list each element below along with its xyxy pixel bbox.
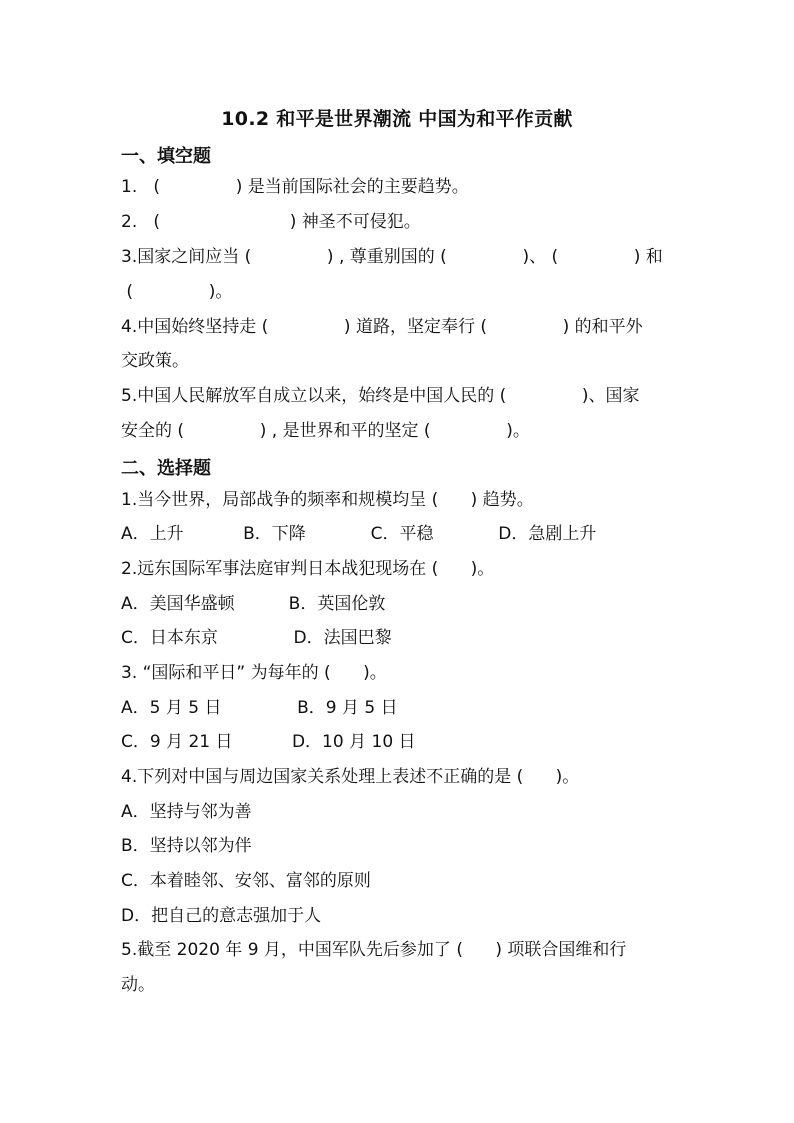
fill-in-q2: 2. ( ) 神圣不可侵犯。 (121, 212, 421, 232)
fill-in-q4: 4.中国始终坚持走 ( ) 道路，坚定奉行 ( ) 的和平外 (121, 317, 643, 337)
choice-q4-option-b: B．坚持以邻为伴 (121, 836, 252, 856)
fill-in-q4-cont: 交政策。 (121, 351, 189, 371)
choice-q4-option-d: D．把自己的意志强加于人 (121, 906, 322, 926)
choice-q3-options-cd: C．9 月 21 日 D．10 月 10 日 (121, 732, 416, 752)
fill-in-q1: 1. ( ) 是当前国际社会的主要趋势。 (121, 177, 469, 197)
choice-q1: 1.当今世界，局部战争的频率和规模均呈 ( ) 趋势。 (121, 490, 534, 510)
fill-in-q3: 3.国家之间应当 ( ) , 尊重别国的 ( )、 ( ) 和 (121, 247, 663, 267)
choice-q2-options-cd: C．日本东京 D．法国巴黎 (121, 628, 392, 648)
fill-in-q3-cont: ( )。 (121, 282, 233, 302)
section-heading-choice: 二、选择题 (121, 458, 211, 479)
choice-q4: 4.下列对中国与周边国家关系处理上表述不正确的是 ( )。 (121, 767, 580, 787)
choice-q5-cont: 动。 (121, 975, 155, 995)
choice-q4-option-c: C．本着睦邻、安邻、富邻的原则 (121, 871, 371, 891)
fill-in-q5-cont: 安全的 ( ) , 是世界和平的坚定 ( )。 (121, 421, 530, 441)
choice-q3-options-ab: A．5 月 5 日 B．9 月 5 日 (121, 698, 398, 718)
fill-in-q5: 5.中国人民解放军自成立以来，始终是中国人民的 ( )、国家 (121, 386, 640, 406)
page-title: 10.2 和平是世界潮流 中国为和平作贡献 (221, 108, 573, 130)
choice-q4-option-a: A．坚持与邻为善 (121, 802, 252, 822)
choice-q2: 2.远东国际军事法庭审判日本战犯现场在 ( )。 (121, 559, 495, 579)
section-heading-fill-in: 一、填空题 (121, 146, 211, 167)
choice-q2-options-ab: A．美国华盛顿 B．英国伦敦 (121, 594, 386, 614)
choice-q3: 3. “国际和平日” 为每年的 ( )。 (121, 663, 387, 683)
choice-q5: 5.截至 2020 年 9 月，中国军队先后参加了 ( ) 项联合国维和行 (121, 940, 627, 960)
choice-q1-options: A．上升 B．下降 C．平稳 D．急剧上升 (121, 524, 597, 544)
